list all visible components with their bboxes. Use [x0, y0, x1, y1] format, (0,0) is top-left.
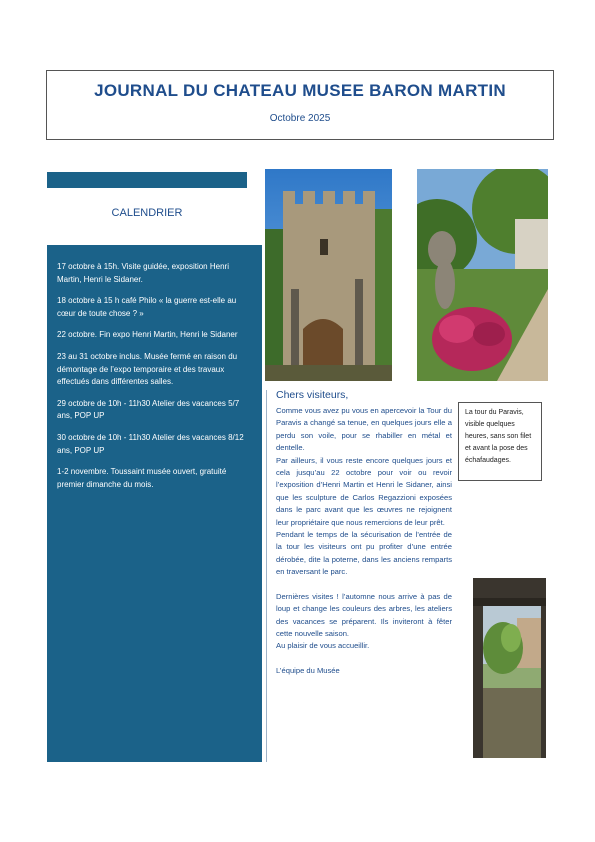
calendar-panel [47, 245, 262, 762]
tower-photo [265, 169, 392, 381]
calendar-item: 22 octobre. Fin expo Henri Martin, Henri le Sidaner [57, 330, 238, 340]
calendar-item: 29 octobre de 10h - 11h30 Atelier des vacances 5/7 ans, POP UP [57, 398, 240, 421]
garden-photo [417, 169, 548, 381]
calendar-item: 18 octobre à 15 h café Philo « la guerre est-elle au cœur de toute chose ? » [57, 296, 237, 318]
calendar-item: 30 octobre de 10h - 11h30 Atelier des vacances 8/12 ans, POP UP [57, 432, 244, 455]
letter-paragraph: Dernières visites ! l’automne nous arrive à pas de loup et change les couleurs des arbres, les ateliers des vacances se préparent. Ils inviteront à fêter cette nouvelle saison. [276, 591, 452, 638]
column-divider [266, 390, 267, 762]
letter-signature: L’équipe du Musée [276, 665, 340, 675]
page-title: JOURNAL DU CHATEAU MUSEE BARON MARTIN [94, 81, 506, 100]
letter-paragraph: Par ailleurs, il vous reste encore quelques jours et cela jusqu’au 22 octobre pour voir ou revoir l’exposition d’Henri Martin et Henri le Sidaner, ainsi que les sculpture de Carlos Regazzioni exposées dans le parc avant que les œuvres ne rejoignent leur propriétaire que nous remercions de leur prêt. [276, 455, 452, 527]
decorative-bar [47, 172, 247, 188]
issue-date: Octobre 2025 [269, 113, 331, 124]
letter-paragraph: Comme vous avez pu vous en apercevoir la Tour du Paravis a changé sa tenue, en quelques jours elle a perdu son voile, pour se rhabiller en métal et dentelle. [276, 406, 452, 453]
letter-paragraph: Pendant le temps de la sécurisation de l’entrée de la tour les visiteurs ont pu profiter d’une entrée dérobée, dite la poterne, dans les anciens remparts en traversant le parc. [276, 530, 452, 577]
photo-caption: La tour du Paravis, visible quelques heures, sans son filet et avant la pose des échafaudages. [458, 402, 542, 481]
journal-header [46, 70, 554, 140]
letter-paragraph: Au plaisir de vous accueillir. [276, 641, 370, 651]
letter-body [276, 405, 452, 677]
calendar-item: 1-2 novembre. Toussaint musée ouvert, gratuité premier dimanche du mois. [57, 467, 227, 489]
calendar-heading: CALENDRIER [111, 207, 183, 219]
letter-salutation: Chers visiteurs, [276, 389, 349, 401]
postern-photo [473, 578, 546, 758]
calendar-item: 23 au 31 octobre inclus. Musée fermé en raison du démontage de l’expo temporaire et des travaux effectués dans différentes salles. [57, 351, 238, 387]
calendar-item: 17 octobre à 15h. Visite guidée, exposition Henri Martin, Henri le Sidaner. [57, 262, 229, 284]
